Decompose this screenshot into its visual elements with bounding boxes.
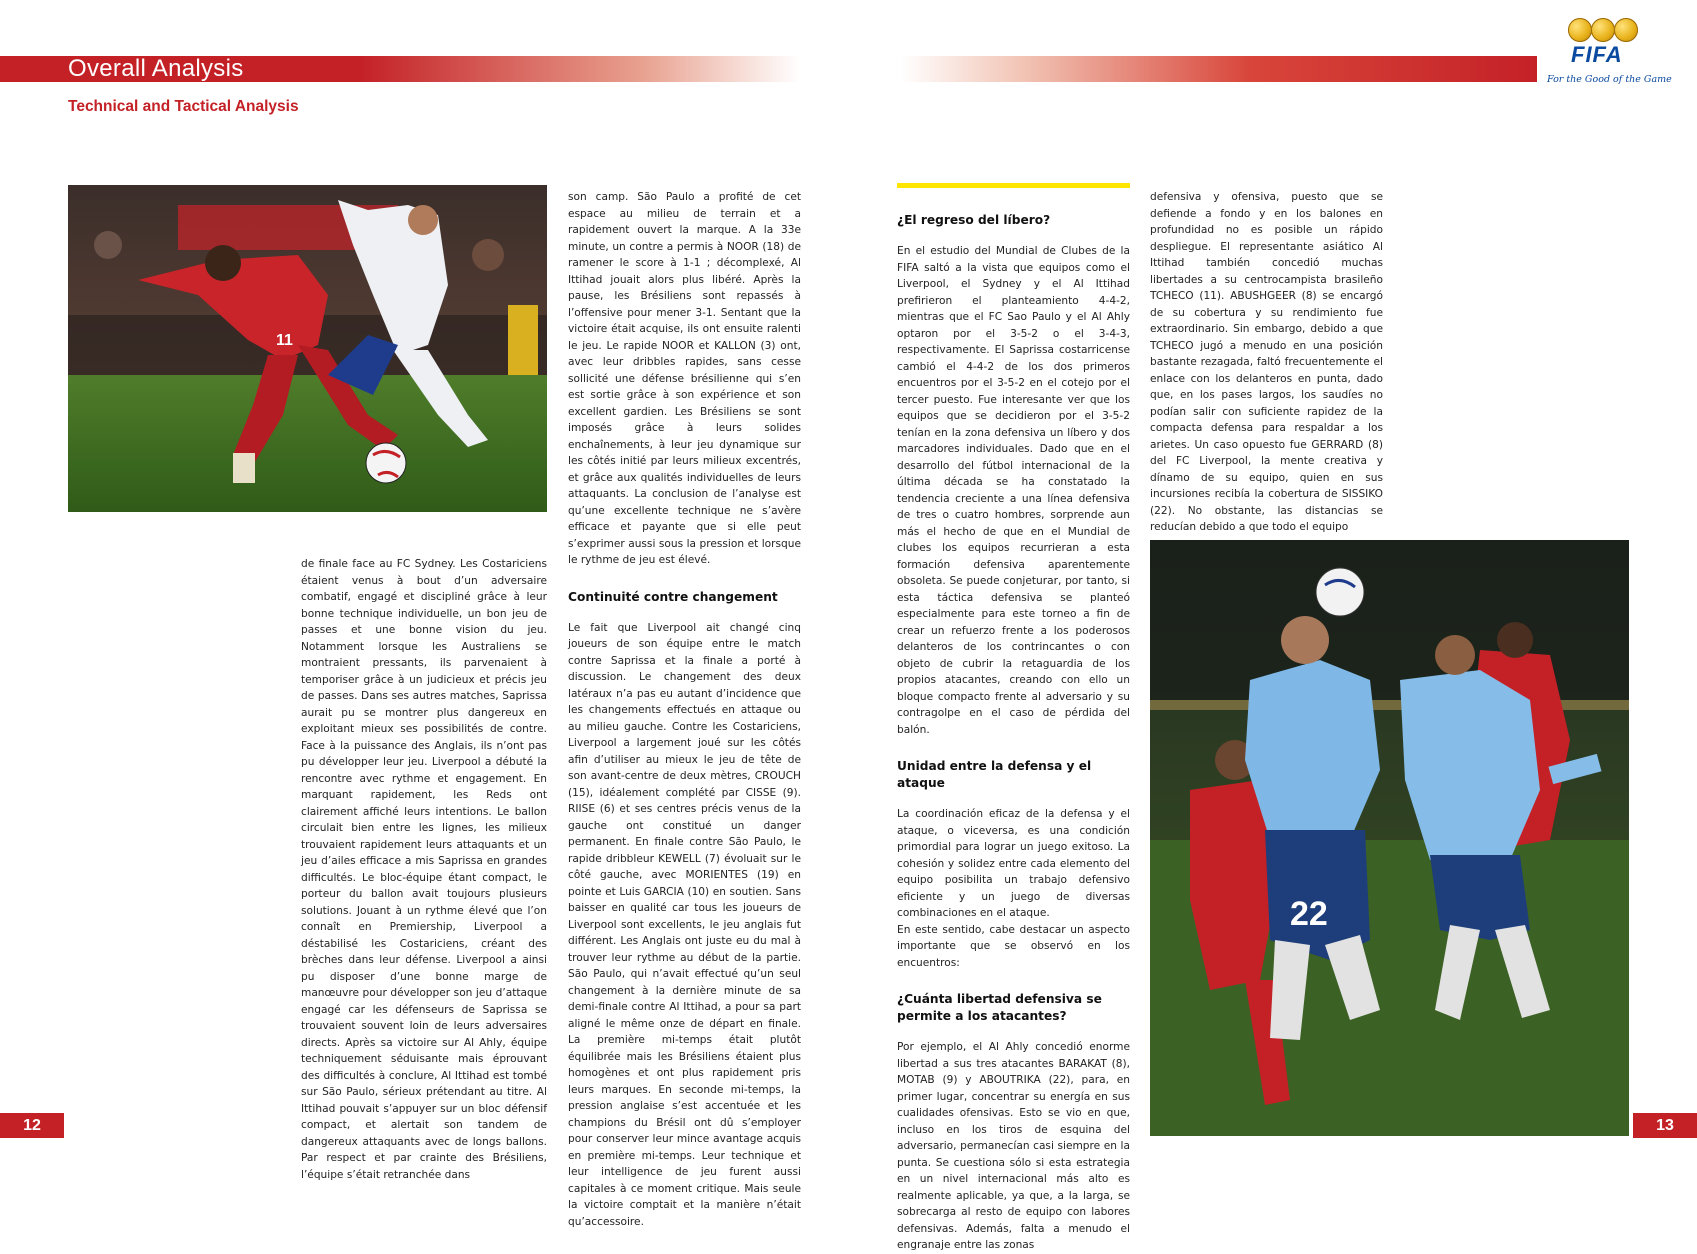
- yellow-accent-bar: [897, 183, 1130, 188]
- right-page-column-1: [897, 212, 1130, 1254]
- left-col1-paragraph: de finale face au FC Sydney. Les Costariciens étaient venus à bout d’un adversaire combatif, engagé et discipliné grâce à leur bonne technique individuelle, un bon jeu de passes et une bonne vision du jeu. Notamment lorsque les Australiens se montraient pressants, ils parvenaient à temporiser grâce à un judicieux et précis jeu de passes. Dans ses autres matches, Saprissa aurait pu se montrer plus dangereux en exploitant mieux ses possibilités de contre. Face à la puissance des Anglais, ils n’ont pas pu développer leur jeu. Liverpool a débuté la rencontre avec rythme et engagement. En marquant rapidement, les Reds ont clairement affiché leurs intentions. Le ballon circulait bien entre les lignes, les milieux trouvaient rapidement leurs attaquants et un jeu d’ailes efficace a mis Saprissa en grandes difficultés. Le bloc-équipe étant compact, le porteur du ballon avait toujours plusieurs solutions. Jouant à un rythme élevé que l’on connaît en Premiership, Liverpool a déstabilisé les Costariciens, créant des brèches dans leur défense. Liverpool a ainsi pu disposer d’une bonne marge de manœuvre pour développer son jeu d’attaque engagé car les défenseurs de Saprissa se trouvaient souvent loin de leurs adversaires directs. Après sa victoire sur Al Ahly, équipe techniquement séduisante mais éprouvant des difficultés à conclure, Al Ittihad est tombé sur São Paulo, sérieux prétendant au titre. Al Ittihad pouvait s’appuyer sur un bloc défensif compact, et alertait son tandem de dangereux attaquants avec de longs ballons. Par respect et par crainte des Brésiliens, l’équipe s’était retranchée dans: [301, 558, 547, 1181]
- logo-balls-icon: [1568, 18, 1638, 44]
- left-photo-jersey-number: 11: [276, 332, 293, 349]
- left-page-column-2: [568, 189, 801, 1230]
- left-col2-paragraph-1: son camp. São Paulo a profité de cet espace au milieu de terrain et a rapidement ouvert la marque. A la 33e minute, un contre a permis à NOOR (18) de ramener le score à 1-1 ; décomplexé, Al Ittihad jouait alors plus libéré. Après la pause, les Brésiliens sont repassés à l’offensive pour mener 3-1. Sentant que la victoire était acquise, ils ont ensuite ralenti le jeu. Le rapide NOOR et KALLON (3) ont, avec leur dribbles rapides, sans cesse sollicité une défense brésilienne qui s’en est sortie grâce à son expérience et son excellent gardien. Les Brésiliens se sont imposés grâce à leurs solides enchaînements, à leur jeu dynamique sur les côtés initié par leurs milieux excentrés, et grâce aux qualités individuelles de leurs attaquants. La conclusion de l’analyse est qu’une excellente technique ne s’avère efficace et payante que si elle peut s’exprimer aussi sous la pression et lorsque le rythme de jeu est élevé.: [568, 191, 801, 566]
- heading-continuite: Continuité contre changement: [568, 589, 778, 604]
- page-number-right: 13: [1633, 1113, 1697, 1138]
- right-col1-paragraph-2b: En este sentido, cabe destacar un aspecto importante que se observó en los encuentros:: [897, 923, 1130, 969]
- right-col1-paragraph-2: La coordinación eficaz de la defensa y el ataque, o viceversa, es una condición primordial para lograr un juego exitoso. La cohesión y solidez entre cada elemento del equipo posibilita un trabajo defensivo eficiente y un juego de diversas combinaciones en el ataque.: [897, 808, 1130, 919]
- section-subtitle: Technical and Tactical Analysis: [68, 98, 299, 115]
- right-photo-jersey-number: 22: [1290, 895, 1328, 933]
- left-col2-paragraph-2: Le fait que Liverpool ait changé cinq joueurs de son équipe entre le match contre Saprissa et la finale a porté à discussion. Le changement des deux latéraux n’a pas eu autant d’incidence que les changements effectués en attaque ou au milieu gauche. Contre les Costariciens, Liverpool a largement joué sur les côtés afin d’utiliser au mieux le jeu de tête de son avant-centre de deux mètres, CROUCH (15), idéalement complété par CISSE (9). RIISE (6) et ses centres précis venus de la gauche ont constitué un danger permanent. En finale contre São Paulo, le rapide dribbleur KEWELL (7) évoluait sur le côté gauche, avec MORIENTES (19) en pointe et Luis GARCIA (10) en soutien. Sans baisser en qualité car tous les joueurs de Liverpool sont excellents, le jeu anglais fut différent. Les Anglais ont juste eu du mal à trouver leur rythme au début de la partie. São Paulo, qui n’avait effectué qu’un seul changement à la dernière minute de sa demi-finale contre Al Ittihad, a pour sa part aligné le même onze de départ en finale. La première mi-temps était plutôt équilibrée mais les Brésiliens étaient plus homogènes et ont plus rapidement pris leurs marques. En seconde mi-temps, la pression anglaise s’est accentuée et les champions du Brésil ont dû s’employer pour conserver leur mince avantage acquis en première mi-temps. Leur technique et leur intelligence de jeu furent aussi capitales à ce moment critique. Mais seule la victoire comptait et la manière n’était qu’accessoire.: [568, 621, 801, 1228]
- left-page-column-1: [301, 556, 547, 1183]
- right-col1-paragraph-1: En el estudio del Mundial de Clubes de la FIFA saltó a la vista que equipos como el Liverpool, el Sydney y el Al Ittihad prefirieron el planteamiento 4-4-2, mientras que el FC Sao Paulo y el Al Ahly optaron por el 3-5-2 o el 3-4-3, respectivamente. El Saprissa costarricense cambió el 4-4-2 de los dos primeros encuentros por el 3-5-2 en el cotejo por el tercer puesto. Fue interesante ver que los equipos que se decidieron por el 3-5-2 tenían en la zona defensiva un líbero y dos marcadores individuales. Dado que en el desarrollo del fútbol internacional de la última década se ha constatado la tendencia creciente a una línea defensiva de tres o cuatro hombres, sorprende aun más el hecho de que en el Mundial de clubes los equipos recurrieran a esta formación defensiva aparentemente obsoleta. Se puede conjeturar, por tanto, si esta táctica defensiva se planteó especialmente para este torneo a fin de crear un refuerzo frente a los poderosos delanteros de los contrincantes o con objeto de cubrir la retaguardia de los propios atacantes, creando con ello un bloque compacto frente al adversario y su contragolpe en el caso de pérdida del balón.: [897, 245, 1130, 736]
- heading-libertad-defensiva: ¿Cuánta libertad defensiva se permite a los atacantes?: [897, 992, 1102, 1023]
- photo-match-action-right: [1150, 540, 1629, 1136]
- heading-regreso-libero: ¿El regreso del líbero?: [897, 213, 1051, 227]
- right-col1-paragraph-3: Por ejemplo, el Al Ahly concedió enorme libertad a sus tres atacantes BARAKAT (8), MOTAB (9) y ABOUTRIKA (22), para, en primer lugar, concentrar su energía en sus cualidades ofensivas. Esto se vio en que, incluso en los tiros de esquina del adversario, permanecían casi siempre en la punta. Se cuestiona sólo si esta estrategia en un nivel internacional más alto es realmente aplicable, ya que, a la larga, se sobrecarga al resto de equipo con labores defensivas. Además, falta a menudo el engranaje entre las zonas: [897, 1041, 1130, 1251]
- fifa-logo: [1545, 16, 1672, 91]
- photo-match-action-left: [68, 185, 547, 512]
- header-banner-right: [900, 56, 1537, 82]
- logo-wordmark: FIFA: [1571, 42, 1623, 67]
- logo-slogan: For the Good of the Game: [1547, 74, 1672, 85]
- section-title: Overall Analysis: [68, 55, 244, 82]
- heading-unidad-defensa-ataque: Unidad entre la defensa y el ataque: [897, 759, 1092, 790]
- right-col2-paragraph: defensiva y ofensiva, puesto que se defiende a fondo y en los balones en profundidad no es posible un rápido despliegue. El representante asiático Al Ittihad también concedió muchas libertades a su centrocampista brasileño TCHECO (11). ABUSHGEER (8) se encargó de su cobertura y su rendimiento fue extraordinario. Sin embargo, debido a que TCHECO jugó a menudo en una posición bastante rezagada, faltó frecuentemente el enlace con los delanteros en punta, dado que, en los pases largos, los saudíes no podían salir con suficiente rapidez de la compacta defensa para respaldar a los arietes. Un caso opuesto fue GERRARD (8) del FC Liverpool, la mente creativa y dínamo de su equipo, quien en sus incursiones recibía la cobertura de SISSIKO (22). No obstante, las distancias se reducían debido a que todo el equipo: [1150, 191, 1383, 533]
- right-page-column-2: [1150, 189, 1383, 536]
- page-number-left: 12: [0, 1113, 64, 1138]
